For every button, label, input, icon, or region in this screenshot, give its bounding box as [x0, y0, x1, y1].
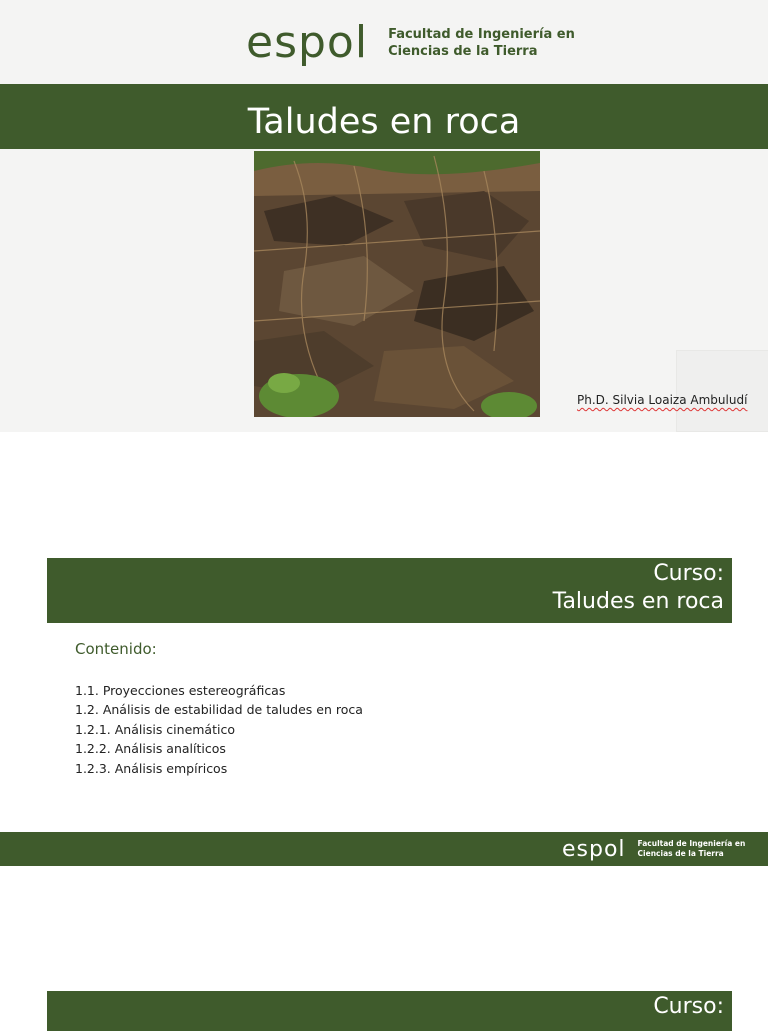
footer-espol-logo — [562, 832, 745, 866]
content-item: 1.1. Proyecciones estereográficas — [75, 683, 286, 698]
content-list — [75, 681, 363, 778]
content-heading: Contenido: — [75, 640, 157, 658]
espol-logo — [246, 18, 575, 68]
content-item: 1.2.3. Análisis empíricos — [75, 760, 228, 776]
logo-wordmark: espol — [246, 17, 369, 68]
next-slide-header-band — [47, 991, 732, 1031]
footer-band — [0, 832, 768, 866]
footer-faculty-line-2: Ciencias de la Tierra — [637, 849, 724, 858]
faculty-line-1: Facultad de Ingeniería en — [388, 27, 575, 42]
title-slide — [0, 0, 768, 432]
content-item: 1.2.2. Análisis analíticos — [75, 741, 226, 757]
content-item: 1.2.1. Análisis cinemático — [75, 721, 235, 737]
rock-slope-photo — [254, 151, 540, 417]
content-item: 1.2. Análisis de estabilidad de taludes en roca — [75, 702, 363, 718]
footer-faculty-line-1: Facultad de Ingeniería en — [637, 839, 746, 848]
faculty-line-2: Ciencias de la Tierra — [388, 44, 538, 59]
next-slide-course-label: Curso: — [653, 994, 724, 1019]
faded-overlay-box — [676, 350, 768, 432]
course-label: Curso: — [653, 561, 724, 586]
course-title — [553, 560, 724, 616]
faculty-name — [388, 26, 575, 60]
author-name: Ph.D. Silvia Loaiza Ambuludí — [577, 393, 748, 407]
slide-title: Taludes en roca — [247, 102, 521, 142]
footer-logo-wordmark: espol — [562, 836, 626, 862]
course-name: Taludes en roca — [552, 589, 724, 614]
footer-faculty-name — [638, 839, 746, 859]
course-header-band — [47, 558, 732, 623]
